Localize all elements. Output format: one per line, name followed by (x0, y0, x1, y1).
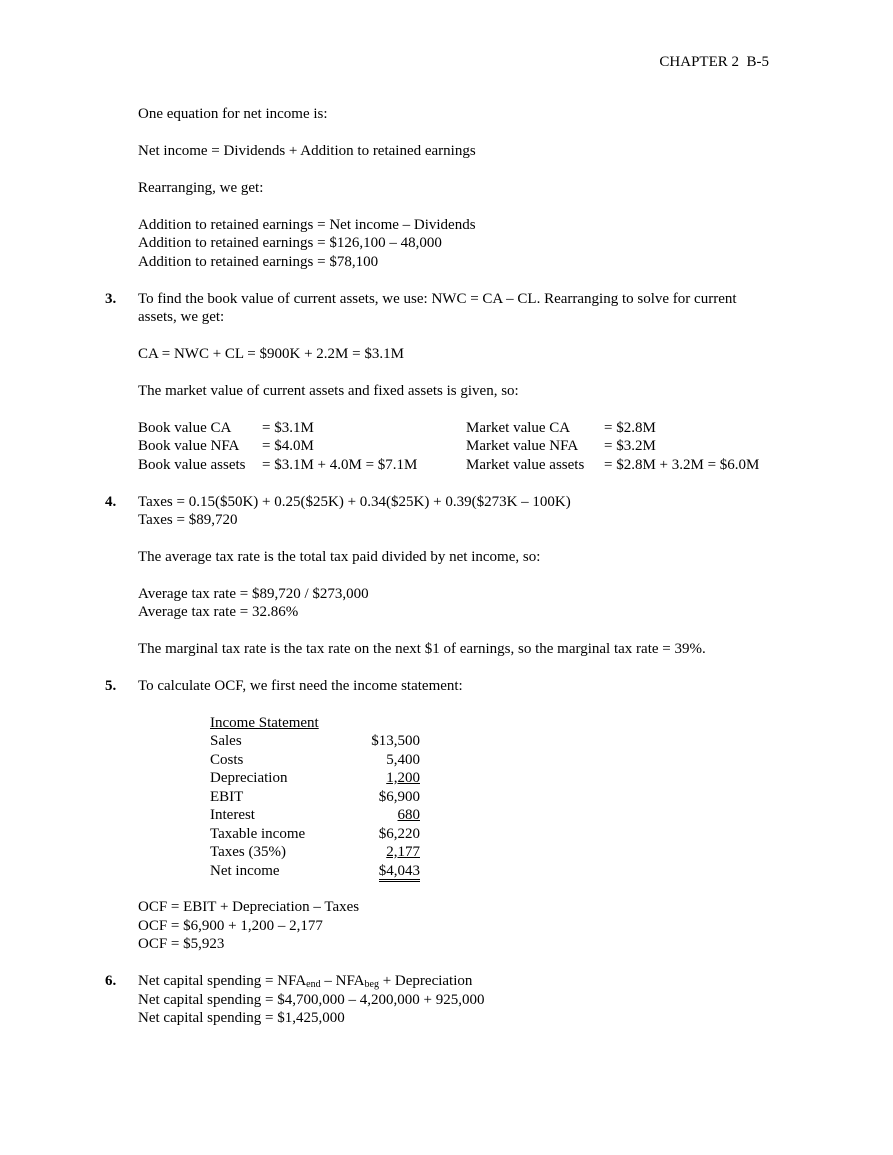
book-value: = $3.1M + 4.0M = $7.1M (262, 457, 418, 473)
statement-value: $6,900 (378, 789, 420, 805)
statement-label: EBIT (210, 789, 244, 805)
p3-line-1: To find the book value of current assets, we use: NWC = CA – CL. Rearranging to solve for current (138, 291, 737, 307)
statement-label: Depreciation (210, 770, 288, 786)
statement-label: Sales (210, 733, 242, 749)
statement-label: Costs (210, 752, 244, 768)
problem-number-5: 5. (105, 678, 117, 694)
statement-value: 1,200 (386, 770, 420, 786)
p6-line-1: Net capital spending = $NFA_{end} - NFA_{beg}$ + Depreciation (138, 973, 473, 990)
p5-line-1: To calculate OCF, we first need the income statement: (138, 678, 463, 694)
p4-line-3: The average tax rate is the total tax paid divided by net income, so: (138, 549, 541, 565)
market-value: = $2.8M (604, 420, 656, 436)
p5-line-2: OCF = EBIT + Depreciation – Taxes (138, 899, 360, 915)
statement-value: $6,220 (378, 826, 420, 842)
market-label: Market value NFA (466, 438, 579, 454)
statement-value: 5,400 (386, 752, 420, 768)
problem-number-3: 3. (105, 291, 117, 307)
p6-line-3: Net capital spending = $1,425,000 (138, 1010, 345, 1026)
statement-value: 680 (397, 807, 420, 823)
statement-label: Interest (210, 807, 255, 823)
p3-line-4: The market value of current assets and fixed assets is given, so: (138, 383, 519, 399)
subscript-beg: beg (364, 979, 379, 990)
market-label: Market value assets (466, 457, 585, 473)
market-value: = $2.8M + 3.2M = $6.0M (604, 457, 760, 473)
market-label: Market value CA (466, 420, 571, 436)
intro-line-4: Addition to retained earnings = Net income – Dividends (138, 217, 476, 233)
p4-line-1: Taxes = 0.15($50K) + 0.25($25K) + 0.34($25K) + 0.39($273K – 100K) (138, 494, 571, 510)
statement-label: Taxes (35%) (210, 844, 287, 860)
book-value: = $4.0M (262, 438, 314, 454)
statement-label: Taxable income (210, 826, 306, 842)
statement-value: $13,500 (371, 733, 420, 749)
problem-number-6: 6. (105, 973, 117, 989)
income-statement-title: Income Statement (210, 715, 319, 731)
intro-line-5: Addition to retained earnings = $126,100 – 48,000 (138, 235, 442, 251)
subscript-end: end (306, 979, 321, 990)
statement-label: Net income (210, 863, 280, 879)
p3-line-2: assets, we get: (138, 309, 225, 325)
page-header: CHAPTER 2 B-5 (659, 54, 769, 70)
intro-line-1: One equation for net income is: (138, 106, 328, 122)
market-value: = $3.2M (604, 438, 656, 454)
intro-line-3: Rearranging, we get: (138, 180, 264, 196)
p4-line-2: Taxes = $89,720 (138, 512, 238, 528)
statement-value: 2,177 (386, 844, 420, 860)
p4-line-5: Average tax rate = 32.86% (138, 604, 299, 620)
book-value: = $3.1M (262, 420, 314, 436)
book-label: Book value CA (138, 420, 232, 436)
intro-line-2: Net income = Dividends + Addition to retained earnings (138, 143, 476, 159)
p4-line-4: Average tax rate = $89,720 / $273,000 (138, 586, 369, 602)
p6-line-2: Net capital spending = $4,700,000 – 4,200,000 + 925,000 (138, 992, 485, 1008)
p5-line-4: OCF = $5,923 (138, 936, 225, 952)
statement-value: $4,043 (340, 862, 420, 882)
intro-line-6: Addition to retained earnings = $78,100 (138, 254, 379, 270)
p3-line-3: CA = NWC + CL = $900K + 2.2M = $3.1M (138, 346, 404, 362)
book-label: Book value assets (138, 457, 246, 473)
p4-line-6: The marginal tax rate is the tax rate on the next $1 of earnings, so the marginal tax rate = 39%. (138, 641, 706, 657)
p5-line-3: OCF = $6,900 + 1,200 – 2,177 (138, 918, 323, 934)
problem-number-4: 4. (105, 494, 117, 510)
book-label: Book value NFA (138, 438, 240, 454)
